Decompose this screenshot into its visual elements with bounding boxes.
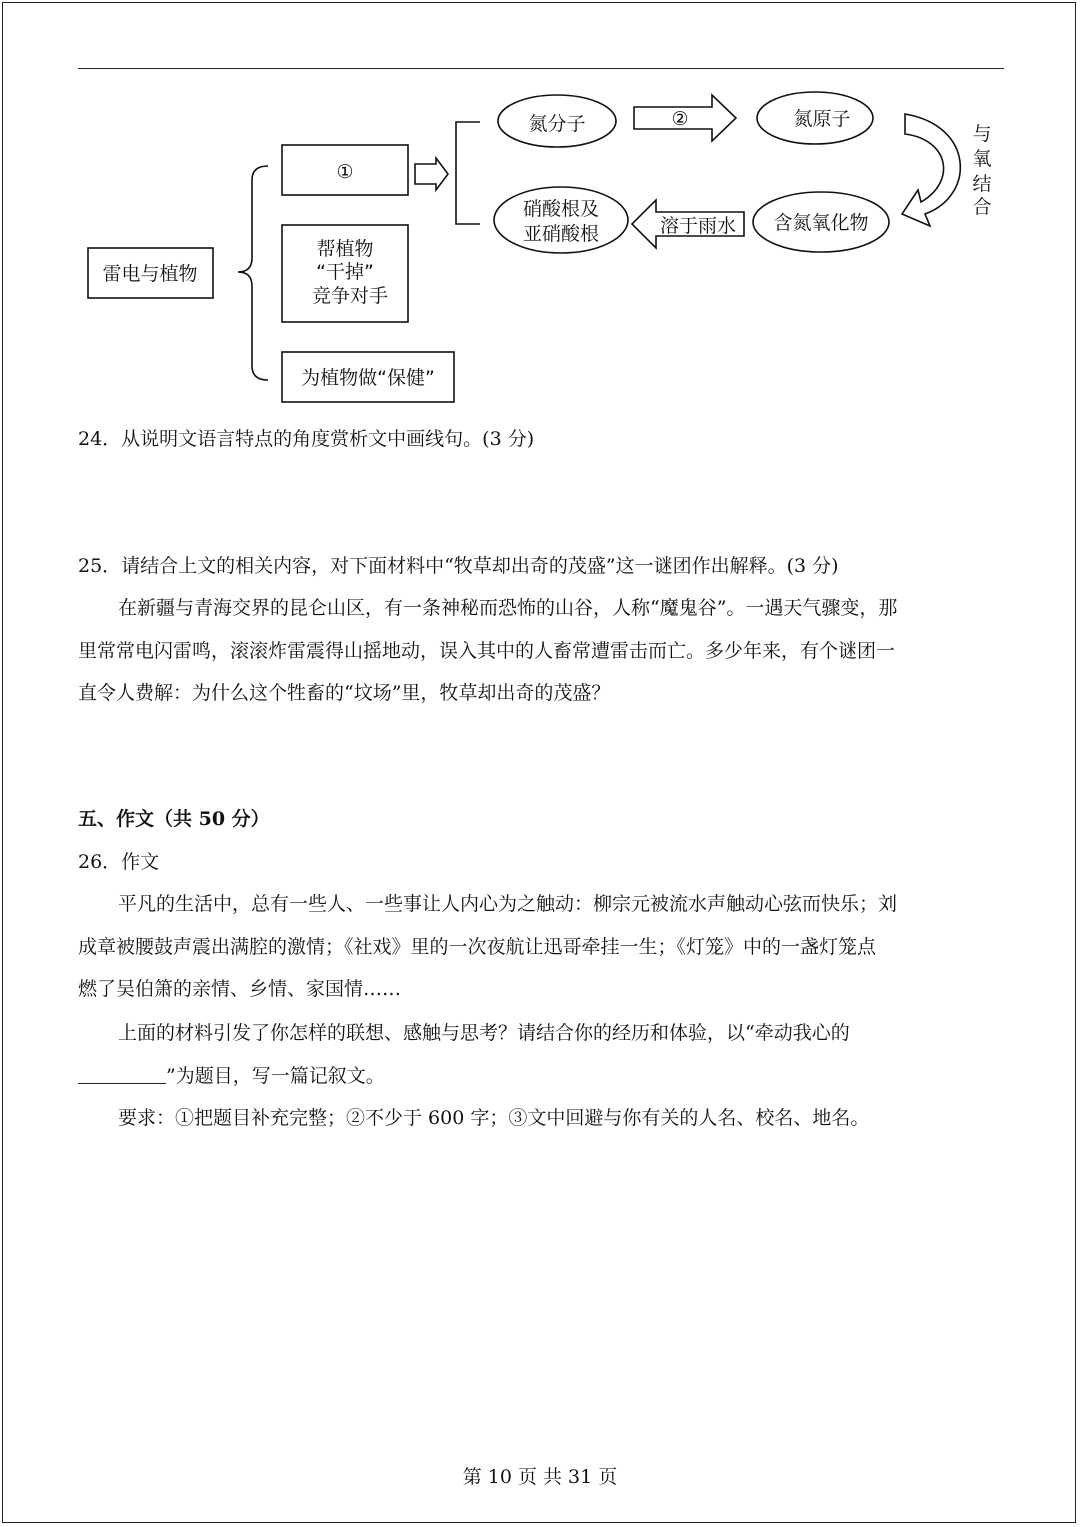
dissolve-label: 溶于雨水 bbox=[659, 215, 737, 237]
q25-material-line3: 直令人费解：为什么这个牲畜的“坟场”里，牧草却出奇的茂盛？ bbox=[78, 682, 611, 704]
combine-char-3: 结 bbox=[972, 173, 992, 195]
q26-prompt-line1: 上面的材料引发了你怎样的联想、感触与思考？请结合你的经历和体验，以“牵动我心的 bbox=[118, 1022, 850, 1044]
root-label: 雷电与植物 bbox=[102, 263, 198, 285]
combine-char-2: 氧 bbox=[972, 148, 992, 170]
section-5-heading: 五、作文（共 50 分） bbox=[78, 808, 270, 830]
concept-diagram bbox=[0, 0, 1080, 420]
cycle-bracket bbox=[456, 122, 480, 224]
nitrate-line2: 亚硝酸根 bbox=[522, 223, 600, 245]
step2-label: ② bbox=[671, 108, 689, 130]
q25-material-line1: 在新疆与青海交界的昆仑山区，有一条神秘而恐怖的山谷，人称“魔鬼谷”。一遇天气骤变，那 bbox=[118, 597, 898, 619]
nitrogen-atom-label: 氮原子 bbox=[793, 108, 851, 130]
combine-char-4: 合 bbox=[972, 196, 992, 218]
left-brace bbox=[238, 166, 268, 380]
nitrogen-molecule-label: 氮分子 bbox=[528, 113, 586, 135]
nitrate-line1: 硝酸根及 bbox=[522, 198, 600, 220]
question-24: 24．从说明文语言特点的角度赏析文中画线句。(3 分) bbox=[78, 428, 535, 450]
nitrogen-oxide-label: 含氮氧化物 bbox=[773, 212, 869, 234]
branch2-line2: “干掉” bbox=[316, 261, 374, 283]
q26-material-line1: 平凡的生活中，总有一些人、一些事让人内心为之触动：柳宗元被流水声触动心弦而快乐；刘 bbox=[118, 893, 898, 915]
q26-material-line3: 燃了吴伯箫的亲情、乡情、家国情…… bbox=[78, 978, 402, 1000]
q26-prompt-line2-text: ”为题目，写一篇记叙文。 bbox=[166, 1065, 385, 1087]
branch3-label: 为植物做“保健” bbox=[301, 367, 435, 389]
page-footer: 第 10 页 共 31 页 bbox=[462, 1466, 618, 1488]
branch1-arrow bbox=[415, 158, 448, 190]
title-blank bbox=[78, 1063, 166, 1084]
combine-char-1: 与 bbox=[972, 123, 992, 145]
question-25-title: 25．请结合上文的相关内容，对下面材料中“牧草却出奇的茂盛”这一谜团作出解释。(3 分) bbox=[78, 555, 839, 577]
question-26-title: 26．作文 bbox=[78, 851, 160, 873]
q26-requirements: 要求：①把题目补充完整；②不少于 600 字；③文中回避与你有关的人名、校名、地名。 bbox=[118, 1107, 870, 1129]
branch2-line1: 帮植物 bbox=[316, 238, 374, 260]
q26-material-line2: 成章被腰鼓声震出满腔的激情；《社戏》里的一次夜航让迅哥牵挂一生；《灯笼》中的一盏灯笼点 bbox=[78, 936, 877, 958]
curved-arrow bbox=[902, 114, 960, 226]
q26-prompt-line2 bbox=[78, 1063, 385, 1089]
branch1-label: ① bbox=[336, 161, 354, 183]
branch2-line3: 竞争对手 bbox=[311, 285, 389, 307]
q25-material-line2: 里常常电闪雷鸣，滚滚炸雷震得山摇地动，误入其中的人畜常遭雷击而亡。多少年来，有个谜团一 bbox=[78, 640, 896, 662]
